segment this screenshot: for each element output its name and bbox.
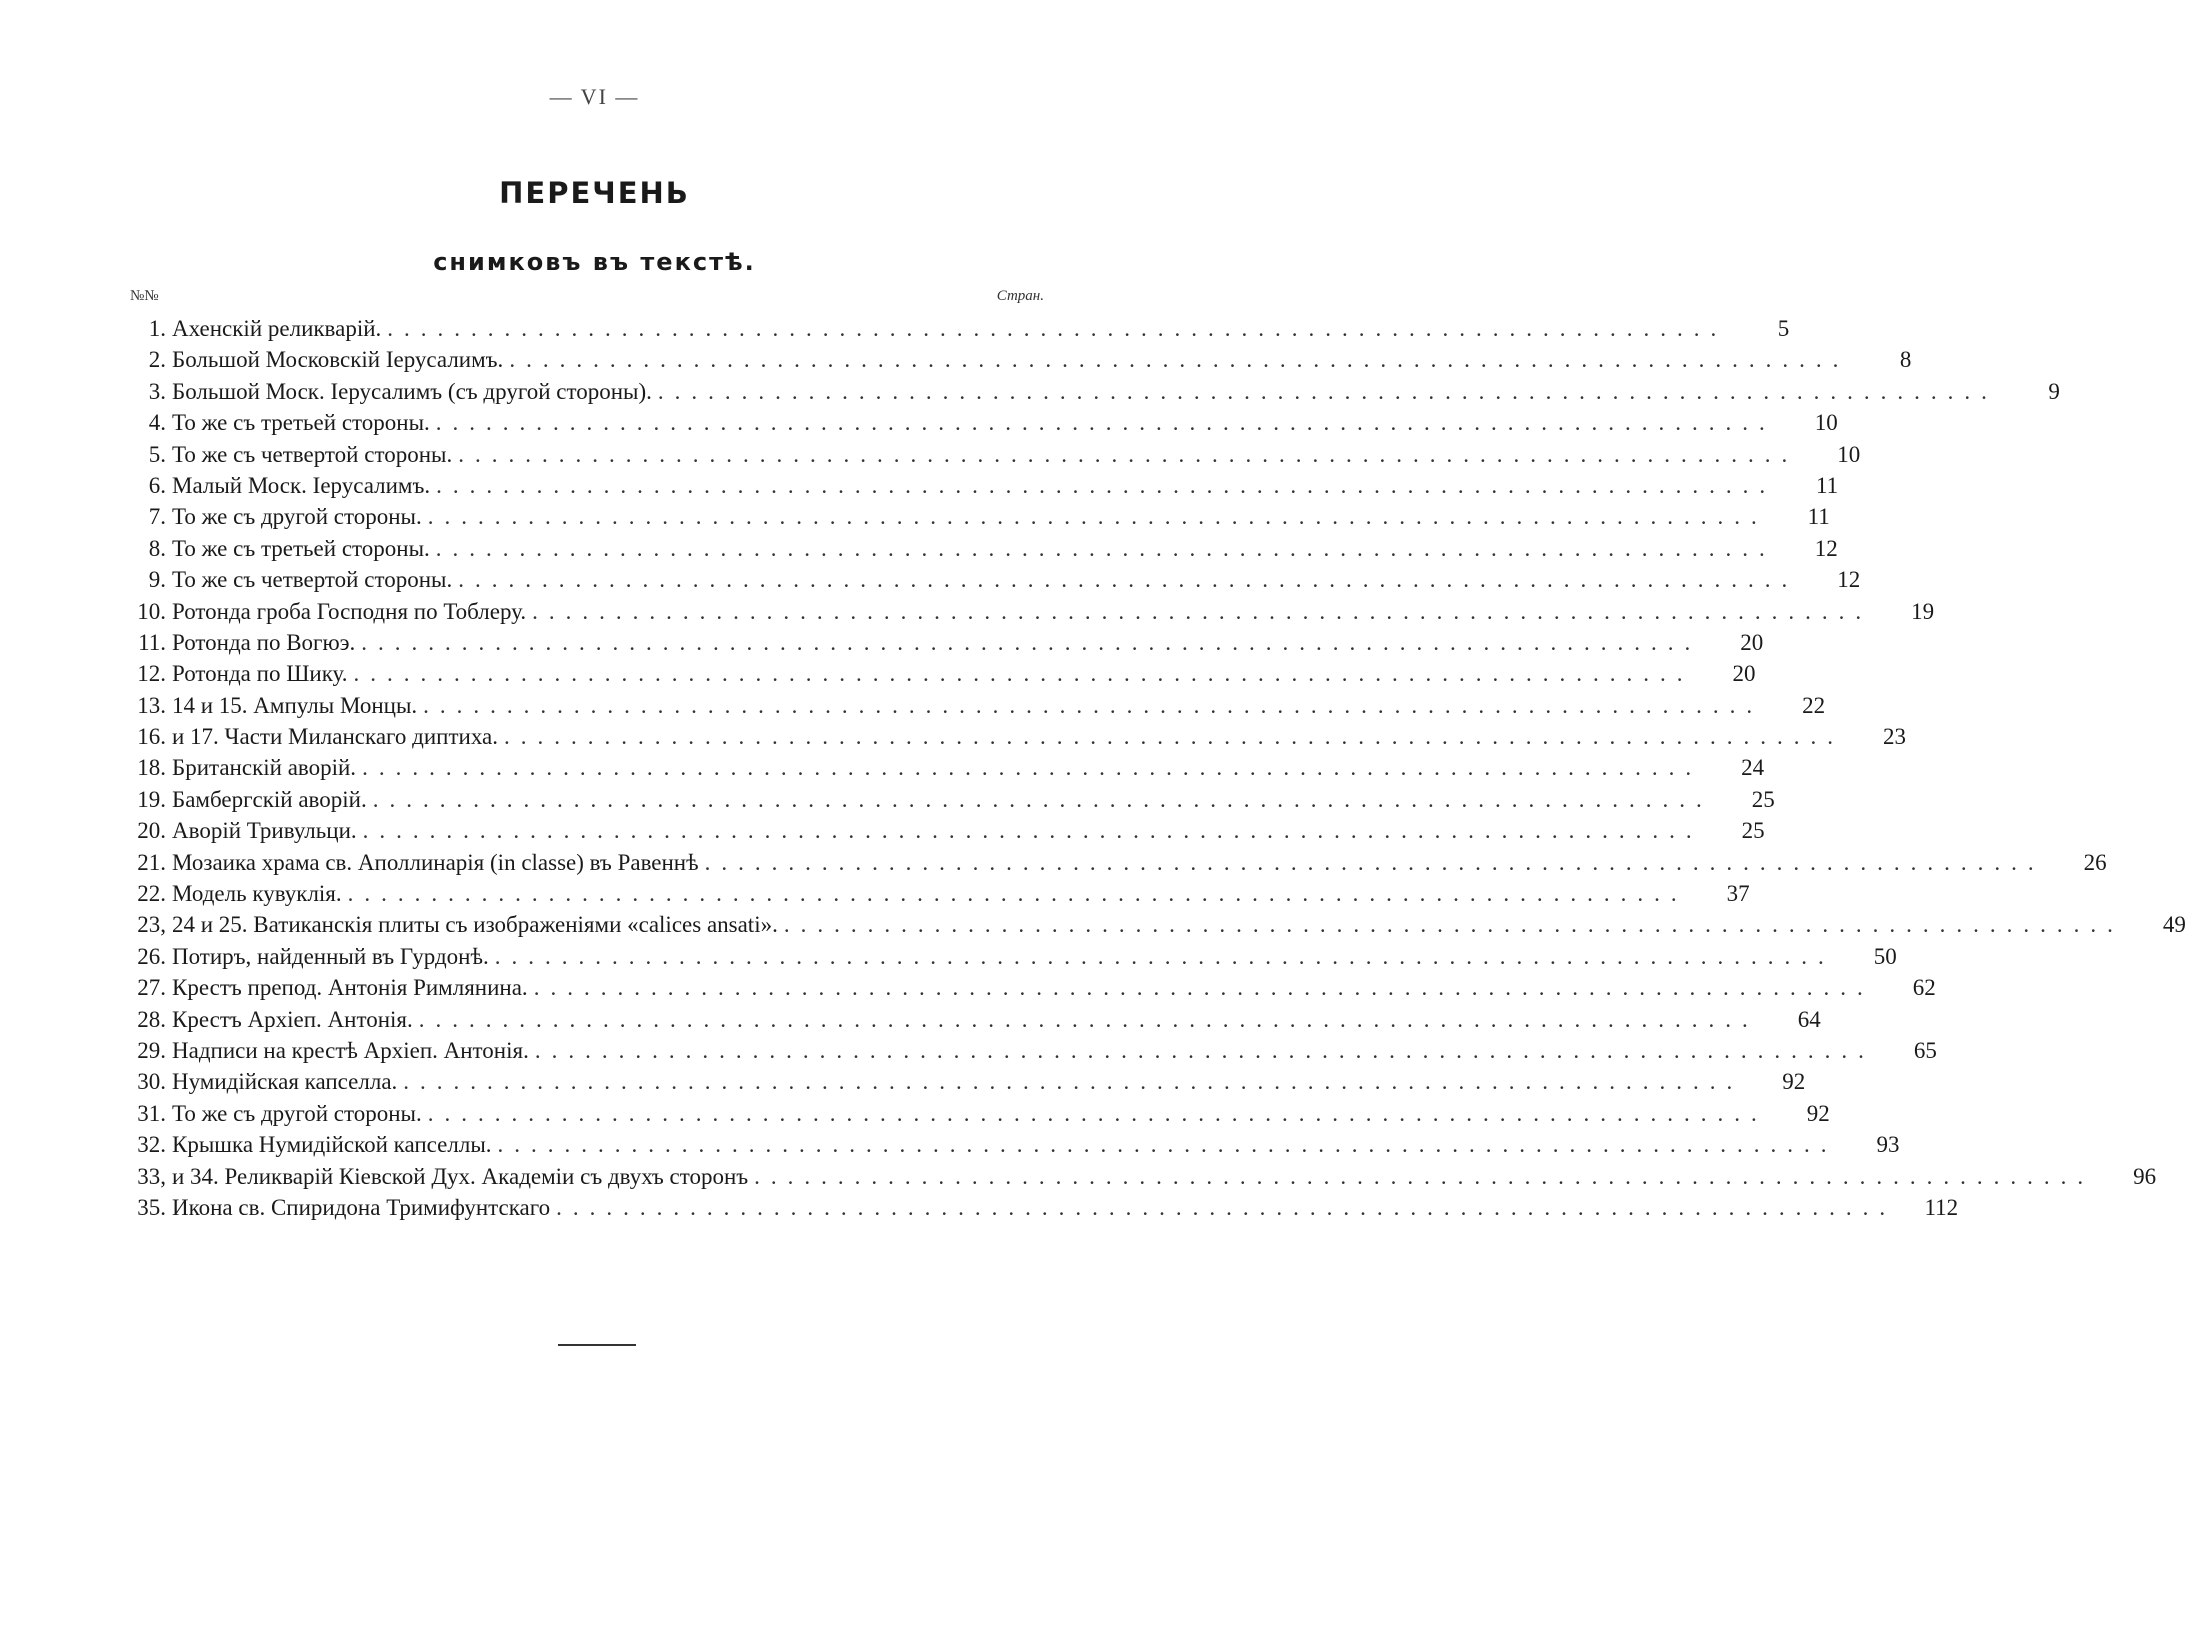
entry-page-number: 20	[1740, 629, 1764, 655]
dot-leader: ................................................................................	[657, 378, 1998, 404]
list-item	[118, 752, 1765, 783]
list-item	[118, 909, 2186, 940]
entry-list	[118, 313, 2186, 1223]
list-item	[118, 721, 1906, 752]
entry-number: 2.	[148, 347, 166, 373]
list-item	[118, 470, 1839, 501]
entry-number: 8.	[148, 535, 166, 561]
number-column-label: №№	[130, 288, 159, 304]
entry-number: 12.	[137, 661, 166, 687]
entry-title: Аворій Тривульци.	[172, 818, 357, 844]
entry-title: Потиръ, найденный въ Гурдонѣ.	[172, 943, 489, 969]
entry-title: Ротонда по Шику.	[172, 661, 348, 687]
entry-number: 30.	[137, 1069, 166, 1095]
list-item	[118, 878, 1750, 909]
dot-leader: ................................................................................	[556, 1194, 1897, 1220]
entry-title: Большой Моск. Іерусалимъ (съ другой стороны).	[172, 378, 652, 404]
entry-number: 20.	[137, 818, 166, 844]
entry-number: 13.	[137, 692, 166, 718]
entry-title: Малый Моск. Іерусалимъ.	[172, 472, 431, 498]
entry-number: 31.	[137, 1100, 166, 1126]
dot-leader: ................................................................................	[494, 943, 1835, 969]
entry-title: и 17. Части Миланскаго диптиха.	[172, 724, 498, 750]
list-item	[118, 972, 1936, 1003]
entry-title: То же съ четвертой стороны.	[172, 441, 453, 467]
dot-leader: ................................................................................	[503, 724, 1844, 750]
list-item	[118, 1066, 1806, 1097]
list-item	[118, 941, 1897, 972]
page-column-label: Стран.	[996, 288, 1044, 304]
entry-page-number: 92	[1806, 1100, 1830, 1126]
entry-number: 27.	[137, 975, 166, 1001]
entry-page-number: 12	[1837, 567, 1861, 593]
entry-number: 29.	[137, 1037, 166, 1063]
list-item	[118, 1192, 1959, 1223]
entry-title: Британскій аворій.	[172, 755, 357, 781]
page-subtitle: снимковъ въ текстѣ.	[433, 248, 756, 276]
entry-page-number: 26	[2083, 849, 2107, 875]
entry-title: 14 и 15. Ампулы Монцы.	[172, 692, 418, 718]
entry-page-number: 10	[1814, 410, 1838, 436]
list-item	[118, 439, 1861, 470]
entry-number: 11.	[138, 629, 166, 655]
entry-page-number: 50	[1873, 943, 1897, 969]
list-item	[118, 1004, 1821, 1035]
dot-leader: ................................................................................	[436, 472, 1777, 498]
list-item	[118, 784, 1775, 815]
dot-leader: ................................................................................	[353, 661, 1694, 687]
entry-page-number: 9	[2048, 378, 2060, 404]
list-item	[118, 313, 1790, 344]
entry-number: 22.	[137, 881, 166, 907]
entry-page-number: 25	[1741, 818, 1765, 844]
entry-title: Крестъ препод. Антонія Римлянина.	[172, 975, 528, 1001]
entry-title: Модель кувуклія.	[172, 881, 342, 907]
entry-title: Мозаика храма св. Аполлинарія (in classe) въ Равеннѣ	[172, 849, 699, 875]
entry-title: Икона св. Спиридона Тримифунтскаго	[172, 1194, 551, 1220]
entry-number: 5.	[148, 441, 166, 467]
list-item	[118, 1129, 1900, 1160]
entry-page-number: 12	[1814, 535, 1838, 561]
dot-leader: ................................................................................	[423, 692, 1764, 718]
closing-rule	[558, 1344, 636, 1346]
dot-leader: ................................................................................	[783, 912, 2124, 938]
entry-number: 16.	[137, 724, 166, 750]
entry-title: Крышка Нумидійской капселлы.	[172, 1132, 492, 1158]
entry-page-number: 20	[1732, 661, 1756, 687]
entry-title: Ротонда гроба Господня по Тоблеру.	[172, 598, 527, 624]
entry-title: Надписи на крестѣ Архіеп. Антонія.	[172, 1037, 529, 1063]
dot-leader: ................................................................................	[497, 1132, 1838, 1158]
list-item	[118, 658, 1756, 689]
entry-number: 23,	[137, 912, 166, 938]
list-item	[118, 1161, 2157, 1192]
list-item	[118, 596, 1935, 627]
entry-title: То же съ другой стороны.	[172, 1100, 422, 1126]
dot-leader: ................................................................................	[754, 1163, 2095, 1189]
entry-page-number: 65	[1913, 1037, 1937, 1063]
list-item	[118, 1035, 1937, 1066]
list-item	[118, 501, 1830, 532]
entry-title: То же съ третьей стороны.	[172, 410, 430, 436]
entry-number: 18.	[137, 755, 166, 781]
page-number: — VI —	[549, 84, 640, 109]
entry-title: Большой Московскій Іерусалимъ.	[172, 347, 504, 373]
list-item	[118, 627, 1764, 658]
entry-page-number: 10	[1837, 441, 1861, 467]
entry-page-number: 24	[1741, 755, 1765, 781]
dot-leader: ................................................................................	[361, 629, 1702, 655]
dot-leader: ................................................................................	[427, 504, 1768, 530]
list-item	[118, 533, 1838, 564]
list-item	[118, 1098, 1830, 1129]
entry-number: 35.	[137, 1194, 166, 1220]
entry-page-number: 23	[1882, 724, 1906, 750]
dot-leader: ................................................................................	[387, 316, 1728, 341]
entry-number: 3.	[148, 378, 166, 404]
entry-page-number: 25	[1751, 786, 1775, 812]
entry-number: 19.	[137, 786, 166, 812]
entry-title: и 34. Реликварій Кіевской Дух. Академіи съ двухъ сторонъ	[172, 1163, 749, 1189]
list-item	[118, 344, 1912, 375]
entry-page-number: 22	[1802, 692, 1826, 718]
dot-leader: ................................................................................	[372, 786, 1713, 812]
entry-title: То же съ четвертой стороны.	[172, 567, 453, 593]
dot-leader: ................................................................................	[362, 755, 1703, 781]
entry-page-number: 96	[2133, 1163, 2157, 1189]
entry-number: 9.	[148, 567, 166, 593]
dot-leader: ................................................................................	[509, 347, 1850, 373]
entry-page-number: 37	[1726, 881, 1750, 907]
list-item	[118, 815, 1765, 846]
entry-number: 26.	[137, 943, 166, 969]
list-item	[118, 376, 2060, 407]
entry-page-number: 93	[1876, 1132, 1900, 1158]
entry-page-number: 62	[1912, 975, 1936, 1001]
entry-page-number: 8	[1899, 347, 1912, 373]
dot-leader: ................................................................................	[435, 410, 1776, 436]
entry-number: 21.	[137, 849, 166, 875]
list-item	[118, 847, 2107, 878]
list-item	[118, 690, 1826, 721]
entry-number: 32.	[137, 1132, 166, 1158]
dot-leader: ................................................................................	[458, 441, 1799, 467]
entry-page-number: 49	[2162, 912, 2186, 938]
entry-title: Ротонда по Вогюэ.	[172, 629, 356, 655]
entry-number: 28.	[137, 1006, 166, 1032]
entry-title: 24 и 25. Ватиканскія плиты съ изображеніями «calices ansati».	[172, 912, 778, 938]
entry-page-number: 92	[1782, 1069, 1806, 1095]
entry-page-number: 64	[1797, 1006, 1821, 1032]
list-item	[118, 564, 1861, 595]
entry-title: Нумидійская капселла.	[172, 1069, 398, 1095]
entry-title: То же съ третьей стороны.	[172, 535, 430, 561]
entry-page-number: 5	[1777, 316, 1790, 341]
entry-title: Бамбергскій аворій.	[172, 786, 367, 812]
dot-leader: ................................................................................	[458, 567, 1799, 593]
dot-leader: ................................................................................	[347, 881, 1688, 907]
list-item	[118, 407, 1838, 438]
entry-number: 6.	[148, 472, 166, 498]
entry-number: 1.	[148, 316, 166, 341]
entry-page-number: 11	[1815, 472, 1839, 498]
entry-title: То же съ другой стороны.	[172, 504, 422, 530]
entry-title: Ахенскій реликварій.	[172, 316, 382, 341]
entry-number: 10.	[137, 598, 166, 624]
dot-leader: ................................................................................	[435, 535, 1776, 561]
page-title: ПЕРЕЧЕНЬ	[499, 176, 690, 210]
entry-number: 7.	[148, 504, 166, 530]
dot-leader: ................................................................................	[403, 1069, 1744, 1095]
entry-page-number: 112	[1924, 1194, 1959, 1220]
dot-leader: ................................................................................	[532, 598, 1873, 624]
dot-leader: ................................................................................	[362, 818, 1703, 844]
entry-number: 33,	[137, 1163, 166, 1189]
dot-leader: ................................................................................	[533, 975, 1874, 1001]
entry-number: 4.	[148, 410, 166, 436]
entry-title: Крестъ Архіеп. Антонія.	[172, 1006, 413, 1032]
entry-page-number: 11	[1807, 504, 1830, 530]
dot-leader: ................................................................................	[704, 849, 2045, 875]
dot-leader: ................................................................................	[418, 1006, 1759, 1032]
dot-leader: ................................................................................	[534, 1037, 1875, 1063]
dot-leader: ................................................................................	[427, 1100, 1768, 1126]
entry-page-number: 19	[1911, 598, 1935, 624]
